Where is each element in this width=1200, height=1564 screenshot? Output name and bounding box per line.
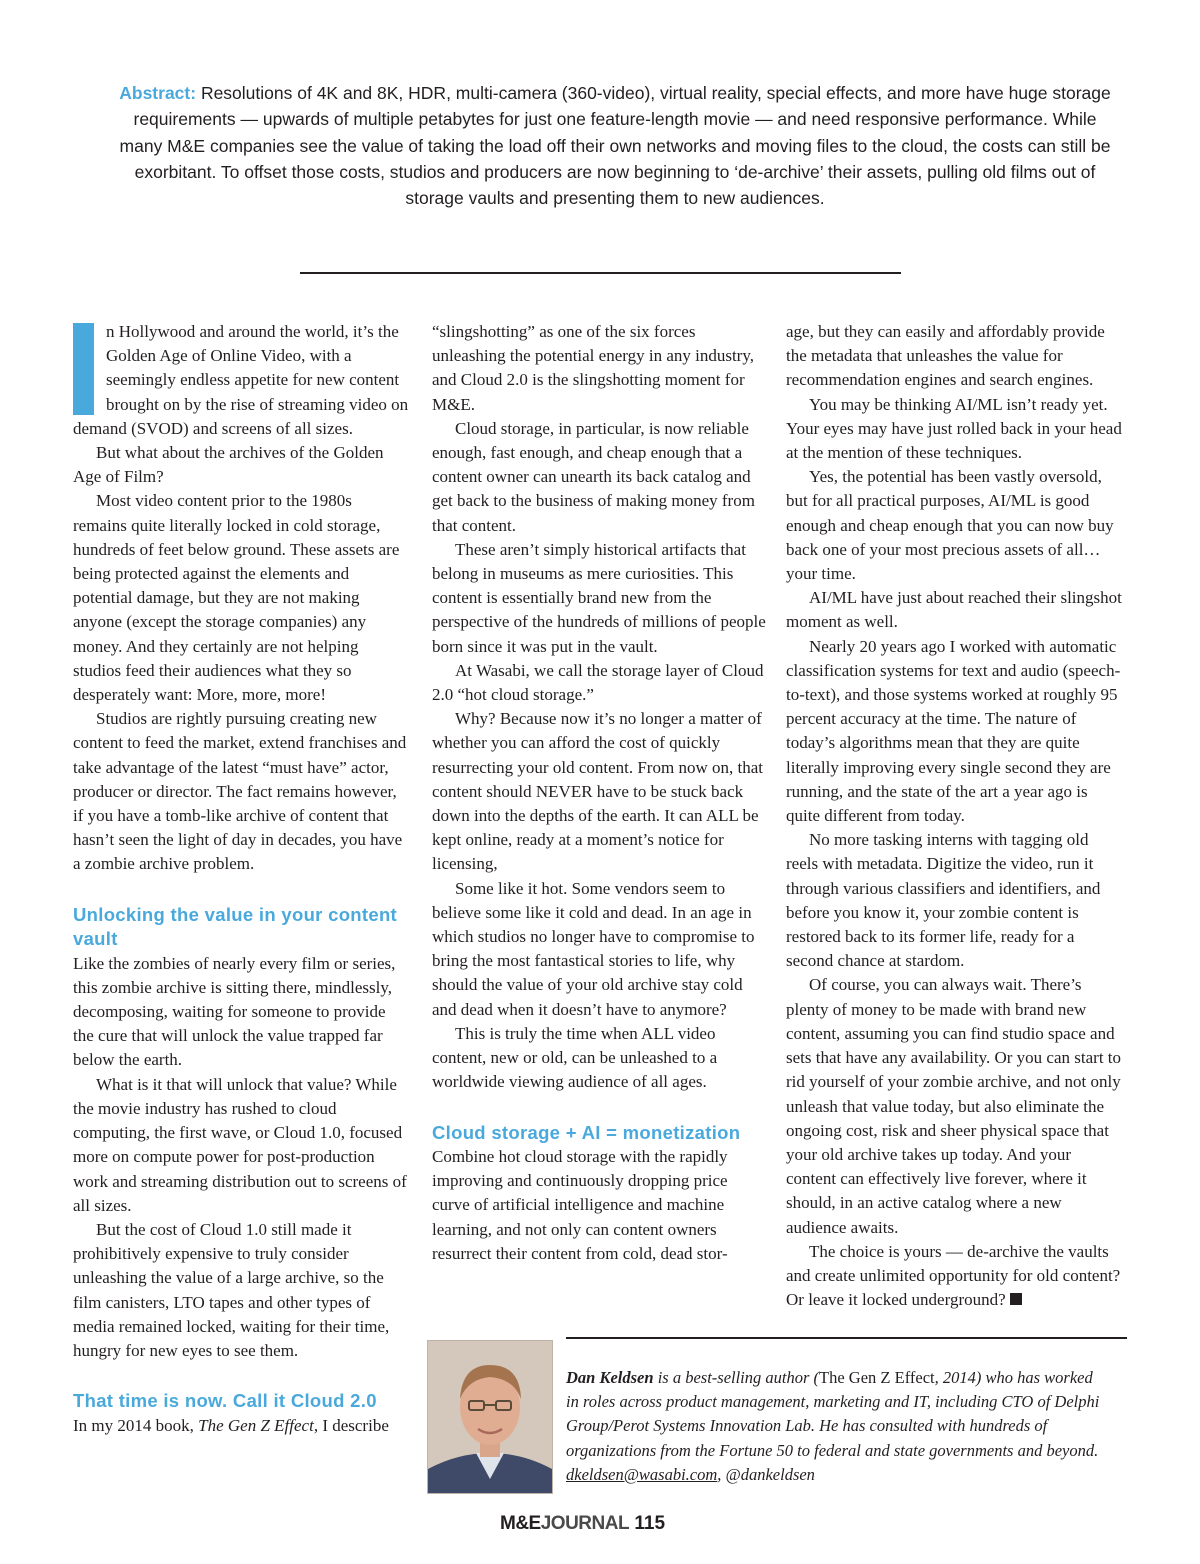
paragraph: At Wasabi, we call the storage layer of Cloud 2.0 “hot cloud storage.” bbox=[432, 660, 764, 705]
paragraph: Studios are rightly pursuing creating new content to feed the market, extend franchises and take advantage of the latest “must have” actor, producer or director. The fact remains however, if you have a tomb-like archive of content that hasn’t seen the light of day in decades, you have a zombie archive problem. bbox=[73, 709, 407, 874]
paragraph bbox=[73, 1414, 409, 1438]
paragraph: Why? Because now it’s no longer a matter of whether you can afford the cost of quickly resurrecting your old content. From now on, that content should NEVER have to be stuck back down into the depths of the earth. It can ALL be kept online, ready at a moment’s notice for licensing, bbox=[432, 709, 763, 874]
page-footer bbox=[500, 1513, 700, 1535]
author-name: Dan Keldsen bbox=[566, 1368, 654, 1387]
publication-name-suffix: JOURNAL bbox=[540, 1513, 630, 1534]
drop-cap-i bbox=[73, 323, 94, 415]
publication-name: M&E bbox=[500, 1513, 541, 1534]
paragraph: No more tasking interns with tagging old reels with metadata. Digitize the video, run it through various classifiers and identifiers, and before you know it, your zombie content is restored back to its former life, ready for a second chance at stardom. bbox=[786, 830, 1101, 971]
article-column-3 bbox=[786, 320, 1122, 1312]
paragraph: Of course, you can always wait. There’s plenty of money to be made with brand new content, assuming you can find studio space and sets that have any availability. Or you can start to rid yourself of your zombie archive, and not only unleash that value today, but also eliminate the ongoing cost, risk and sheer physical space that your old archive takes up today. And your content can effectively live forever, where it should, in an active catalog where a new audience awaits. bbox=[786, 975, 1122, 1237]
book-title: The Gen Z Effect bbox=[819, 1368, 935, 1387]
text-run: is a best-selling author ( bbox=[653, 1368, 820, 1387]
abstract-label: Abstract: bbox=[119, 83, 197, 103]
paragraph: Cloud storage, in particular, is now reliable enough, fast enough, and cheap enough that a content owner can unearth its back catalog and get back to the business of making money from that content. bbox=[432, 418, 755, 535]
divider-rule bbox=[300, 272, 901, 274]
bio-divider-rule bbox=[566, 1337, 1127, 1339]
paragraph: n Hollywood and around the world, it’s the Golden Age of Online Video, with a seemingly endless appetite for new content brought on by the rise of streaming video on demand (SVOD) and screens of all sizes. bbox=[73, 322, 409, 438]
paragraph: Most video content prior to the 1980s remains quite literally locked in cold storage, hundreds of feet below ground. These assets are being protected against the elements and potential damage, but they are not making anyone (except the storage companies) any money. And they certainly are not helping studios feed their audiences what they so desperately want: More, more, more! bbox=[73, 491, 400, 705]
section-heading: Cloud storage + AI = monetization bbox=[432, 1121, 741, 1143]
abstract bbox=[110, 80, 1120, 211]
book-title: The Gen Z Effect bbox=[198, 1415, 314, 1435]
article-column-1 bbox=[73, 320, 409, 1438]
paragraph: Combine hot cloud storage with the rapidly improving and continuously dropping price curve of artificial intelligence and machine learning, and not only can content owners resurrect their content from cold, dead stor- bbox=[432, 1147, 728, 1263]
paragraph: Nearly 20 years ago I worked with automatic classification systems for text and audio (speech-to-text), and those systems worked at roughly 95 percent accuracy at the time. The nature of today’s algorithms mean that they are quite literally improving every single second they are running, and the state of the art a year ago is quite different from today. bbox=[786, 636, 1121, 826]
text-run: The choice is yours — de-archive the vaults and create unlimited opportunity for old content? Or leave it locked underground? bbox=[786, 1241, 1121, 1310]
paragraph: This is truly the time when ALL video content, new or old, can be unleashed to a worldwide viewing audience of all ages. bbox=[432, 1023, 718, 1092]
section-heading: That time is now. Call it Cloud 2.0 bbox=[73, 1390, 377, 1412]
text-run: , @dankeldsen bbox=[717, 1464, 815, 1484]
paragraph: Some like it hot. Some vendors seem to believe some like it cold and dead. In an age in which studios no longer have to compromise to bring the most fantastical stories to life, why should the value of your old archive stay cold and dead when it doesn’t have to anymore? bbox=[432, 878, 755, 1019]
paragraph: “slingshotting” as one of the six forces unleashing the potential energy in any industry, and Cloud 2.0 is the slingshotting moment for M&E. bbox=[432, 322, 754, 414]
author-photo bbox=[427, 1340, 553, 1494]
paragraph: These aren’t simply historical artifacts that belong in museums as mere curiosities. This content is essentially brand new from the perspective of the hundreds of millions of people born since it was put in the vault. bbox=[432, 539, 766, 656]
paragraph: Yes, the potential has been vastly oversold, but for all practical purposes, AI/ML is good enough and cheap enough that you can now buy back one of your most precious assets of all… your time. bbox=[786, 467, 1114, 584]
paragraph bbox=[786, 1240, 1122, 1313]
author-bio bbox=[566, 1366, 1106, 1487]
page-number: 115 bbox=[634, 1513, 666, 1534]
paragraph: You may be thinking AI/ML isn’t ready yet. Your eyes may have just rolled back in your head at the mention of these techniques. bbox=[786, 394, 1122, 463]
author-portrait-icon bbox=[428, 1341, 552, 1493]
end-mark-icon bbox=[1010, 1293, 1022, 1305]
text-run: , 2014) who has worked in roles across product management, marketing and IT, including CTO of Delphi Group/Perot Systems Innovation Lab. He has consulted with hundreds of organizations from the Fortune 50 to federal and state governments and beyond. bbox=[566, 1368, 1100, 1460]
paragraph: Like the zombies of nearly every film or series, this zombie archive is sitting there, mindlessly, decomposing, waiting for someone to provide the cure that will unlock the value trapped far below the earth. bbox=[73, 953, 396, 1070]
abstract-text: Resolutions of 4K and 8K, HDR, multi-camera (360-video), virtual reality, special effects, and more have huge storage requirements — upwards of multiple petabytes for just one feature-length movie — and need responsive performance. While many M&E companies see the value of taking the load off their own networks and moving files to the cloud, the costs can still be exorbitant. To offset those costs, studios and producers are now beginning to ‘de-archive’ their assets, pulling old films out of storage vaults and presenting them to new audiences. bbox=[119, 83, 1111, 209]
article-column-2 bbox=[432, 320, 768, 1266]
paragraph: What is it that will unlock that value? While the movie industry has rushed to cloud computing, the first wave, or Cloud 1.0, focused more on compute power for post-production work and streaming distribution out to screens of all sizes. bbox=[73, 1074, 407, 1215]
paragraph: AI/ML have just about reached their slingshot moment as well. bbox=[786, 588, 1122, 632]
paragraph: age, but they can easily and affordably provide the metadata that unleashes the value for recommendation engines and search engines. bbox=[786, 322, 1105, 390]
author-email-link[interactable]: dkeldsen@wasabi.com bbox=[566, 1464, 718, 1484]
paragraph: But the cost of Cloud 1.0 still made it prohibitively expensive to truly consider unleashing the value of a large archive, so the film canisters, LTO tapes and other types of media remained locked, waiting for their time, hungry for new eyes to see them. bbox=[73, 1219, 390, 1360]
text-run: In my 2014 book, bbox=[73, 1415, 199, 1435]
paragraph: But what about the archives of the Golden Age of Film? bbox=[73, 443, 384, 487]
section-heading: Unlocking the value in your content vault bbox=[73, 903, 398, 950]
text-run: , I describe bbox=[313, 1415, 389, 1435]
